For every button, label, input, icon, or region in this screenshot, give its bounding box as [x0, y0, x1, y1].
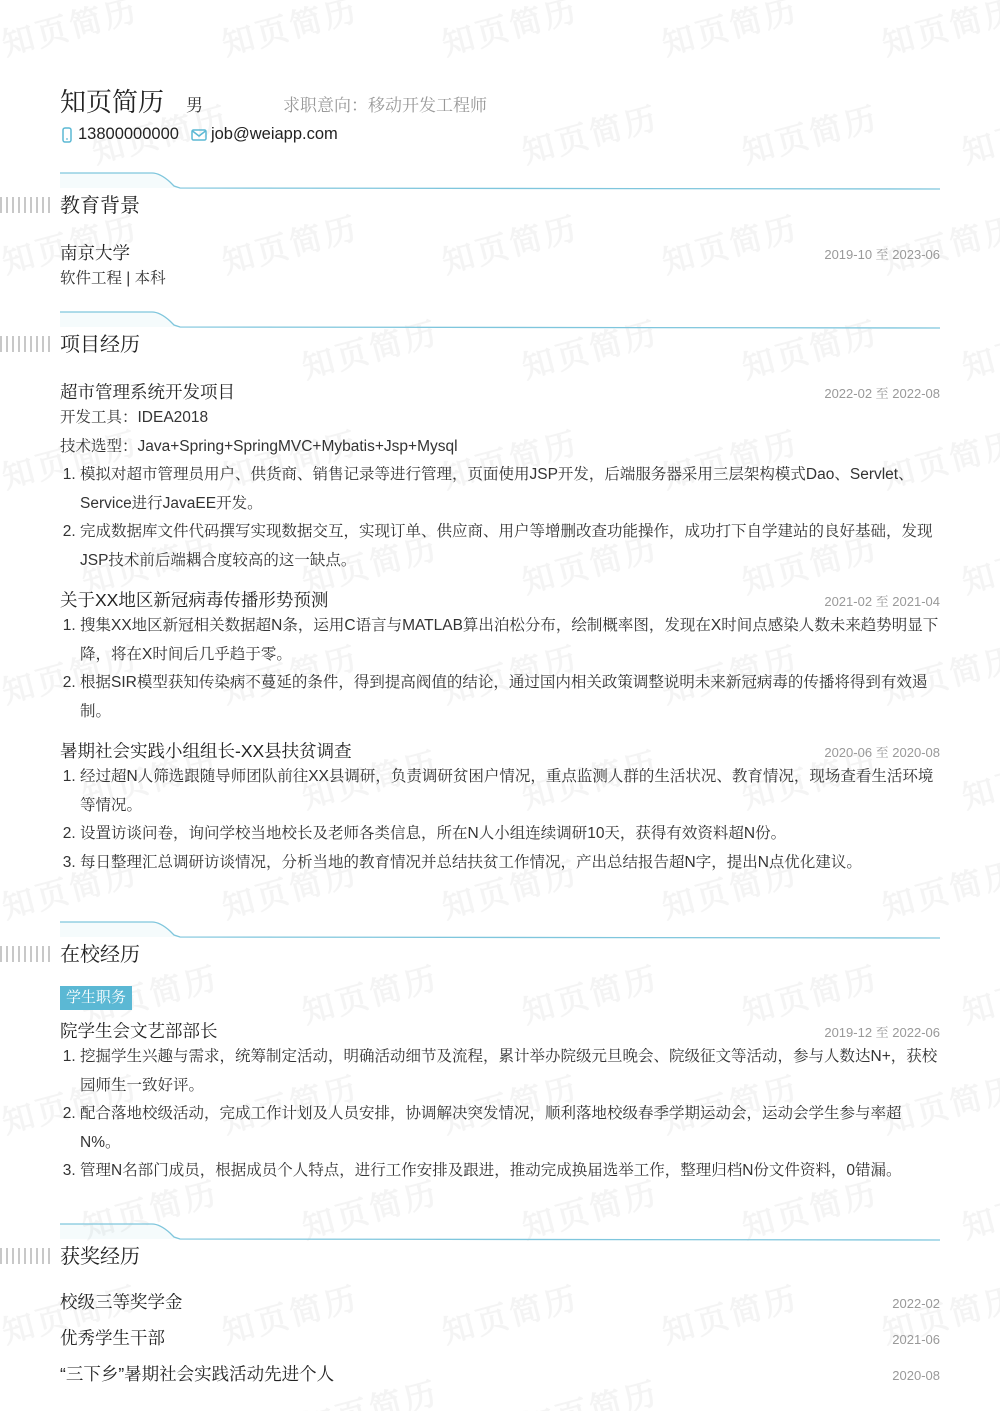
projects-section: [60, 311, 940, 877]
awards-title: 获奖经历: [60, 1246, 140, 1268]
watermark: [956, 523, 1000, 604]
contact-row: [60, 125, 940, 144]
list-item: 1. 挖掘学生兴趣与需求，统筹制定活动，明确活动细节及流程，累计举办院级元旦晚会、院级征文等活动，参与人数达N+，获校园师生一致好评。: [80, 1043, 940, 1100]
campus-section: [60, 921, 940, 1186]
project-points: [60, 763, 940, 877]
watermark: [656, 0, 803, 65]
role-tag: 学生职务: [60, 986, 132, 1010]
project-points: [60, 612, 940, 726]
section-divider: [60, 172, 940, 192]
section-stripes: [0, 1248, 52, 1264]
project-item: [60, 738, 940, 877]
phone-number: 13800000000: [78, 125, 179, 143]
watermark: [956, 953, 1000, 1034]
campus-role: 院学生会文艺部部长: [60, 1021, 218, 1041]
project-head: [60, 738, 940, 763]
education-date: 2019-10 至 2023-06: [824, 247, 940, 262]
award-name: “三下乡”暑期社会实践活动先进个人: [60, 1364, 335, 1384]
mail-icon: [191, 128, 207, 142]
project-stack: 技术选型：Java+Spring+SpringMVC+Mybatis+Jsp+Mysql: [60, 437, 458, 455]
list-item: 1. 经过超N人筛选跟随导师团队前往XX县调研，负责调研贫困户情况，重点监测人群的生活状况、教育情况，现场查看生活环境等情况。: [80, 763, 940, 820]
award-date: 2022-02: [892, 1296, 940, 1311]
section-divider: [60, 1223, 940, 1243]
watermark: [956, 308, 1000, 389]
email-contact: [191, 125, 338, 144]
section-stripes: [0, 197, 52, 213]
award-date: 2021-06: [892, 1332, 940, 1347]
award-date: 2020-08: [892, 1368, 940, 1383]
email-address: job@weiapp.com: [210, 125, 338, 143]
project-points: [60, 461, 940, 575]
phone-icon: [60, 127, 74, 143]
name-row: [60, 82, 940, 119]
watermark: [956, 93, 1000, 174]
education-title: 教育背景: [60, 195, 140, 217]
project-name: 超市管理系统开发项目: [60, 382, 235, 402]
education-entry-head: [60, 240, 940, 265]
section-divider: [60, 311, 940, 331]
watermark: [956, 1168, 1000, 1249]
award-row: [60, 1325, 940, 1350]
candidate-name: 知页简历: [60, 87, 165, 117]
section-divider: [60, 921, 940, 941]
project-name: 关于XX地区新冠病毒传播形势预测: [60, 590, 329, 610]
project-date: 2021-02 至 2021-04: [824, 594, 940, 609]
school-name: 南京大学: [60, 243, 130, 263]
project-name: 暑期社会实践小组组长-XX县扶贫调查: [60, 741, 352, 761]
project-item: [60, 379, 940, 575]
watermark: [956, 738, 1000, 819]
project-head: [60, 587, 940, 612]
campus-entry-head: [60, 1018, 940, 1043]
watermark: [876, 0, 1000, 65]
campus-title: 在校经历: [60, 944, 140, 966]
projects-title: 项目经历: [60, 334, 140, 356]
watermark: [436, 0, 583, 65]
section-stripes: [0, 336, 52, 352]
project-head: [60, 379, 940, 404]
list-item: 3. 每日整理汇总调研访谈情况，分析当地的教育情况并总结扶贫工作情况，产出总结报告超N字，提出N点优化建议。: [80, 849, 940, 878]
education-section: [60, 172, 940, 294]
job-intent: 求职意向：移动开发工程师: [283, 96, 488, 115]
list-item: 2. 完成数据库文件代码撰写实现数据交互，实现订单、供应商、用户等增删改查功能操作，成功打下自学建站的良好基础，发现JSP技术前后端耦合度较高的这一缺点。: [80, 518, 940, 575]
project-tools: 开发工具：IDEA2018: [60, 409, 209, 426]
award-row: [60, 1361, 940, 1386]
candidate-gender: 男: [186, 96, 204, 115]
list-item: 2. 配合落地校级活动，完成工作计划及人员安排，协调解决突发情况，顺利落地校级春季学期运动会，运动会学生参与率超N%。: [80, 1100, 940, 1157]
role-tag-row: [60, 986, 940, 1010]
watermark: [0, 0, 144, 65]
award-name: 校级三等奖学金: [60, 1292, 183, 1312]
award-name: 优秀学生干部: [60, 1328, 165, 1348]
list-item: 1. 搜集XX地区新冠相关数据超N条，运用C语言与MATLAB算出泊松分布，绘制概率图，发现在X时间点感染人数未来趋势明显下降，将在X时间后几乎趋于零。: [80, 612, 940, 669]
list-item: 2. 设置访谈问卷，询问学校当地校长及老师各类信息，所在N人小组连续调研10天，获得有效资料超N份。: [80, 820, 940, 849]
awards-section: [60, 1223, 940, 1386]
campus-points: [60, 1043, 940, 1186]
list-item: 3. 管理N名部门成员，根据成员个人特点，进行工作安排及跟进，推动完成换届选举工作，整理归档N份文件资料，0错漏。: [80, 1157, 940, 1186]
watermark: [216, 0, 363, 65]
campus-date: 2019-12 至 2022-06: [824, 1025, 940, 1040]
resume-header: [60, 82, 940, 144]
award-row: [60, 1289, 940, 1314]
project-item: [60, 587, 940, 726]
major-degree: 软件工程 | 本科: [60, 270, 166, 287]
phone-contact: [60, 125, 179, 144]
list-item: 2. 根据SIR模型获知传染病不蔓延的条件，得到提高阀值的结论，通过国内相关政策调整说明未来新冠病毒的传播将得到有效遏制。: [80, 669, 940, 726]
project-date: 2020-06 至 2020-08: [824, 745, 940, 760]
project-date: 2022-02 至 2022-08: [824, 386, 940, 401]
list-item: 1. 模拟对超市管理员用户、供货商、销售记录等进行管理，页面使用JSP开发，后端服务器采用三层架构模式Dao、Servlet、Service进行JavaEE开发。: [80, 461, 940, 518]
section-stripes: [0, 946, 52, 962]
